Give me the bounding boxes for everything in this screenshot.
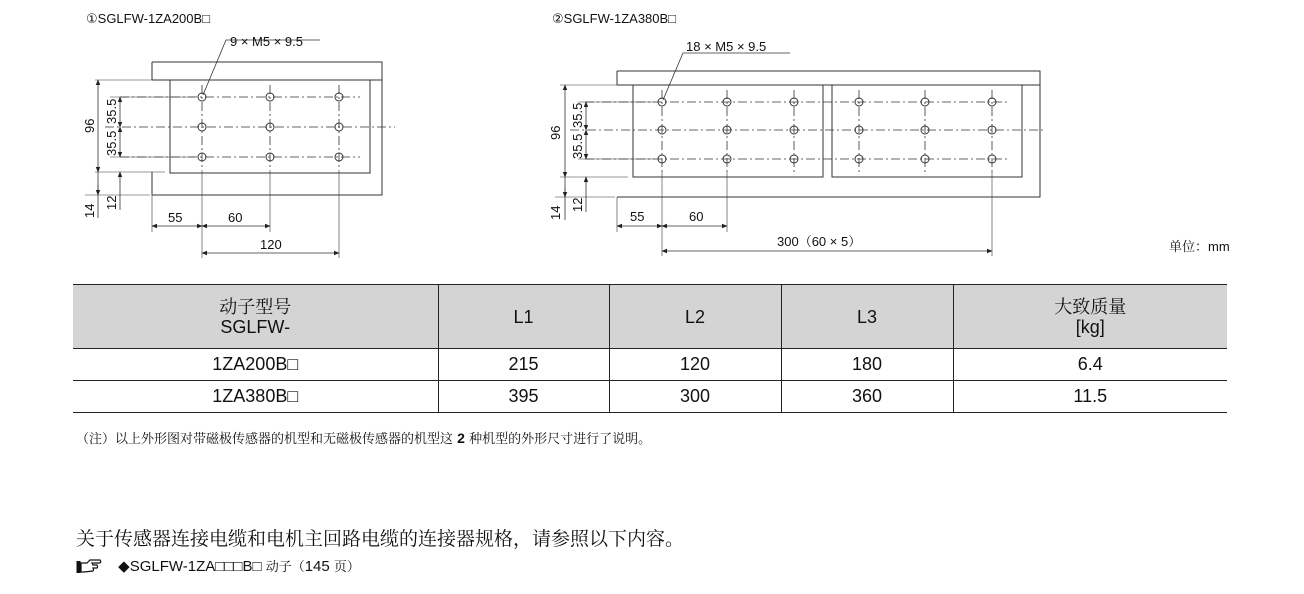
coil-base-outline <box>152 62 382 195</box>
dim-14: 14 <box>548 205 563 220</box>
dim-14: 14 <box>82 203 97 218</box>
footnote-number: 2 <box>457 430 465 446</box>
drawing-1ZA380 <box>555 53 1045 256</box>
header-l1: L1 <box>438 285 609 349</box>
coil-base-outline <box>617 71 1040 197</box>
dim-120: 120 <box>260 237 282 252</box>
outline-drawings <box>0 0 1304 280</box>
center-lines <box>570 90 1045 172</box>
header-model <box>73 285 438 349</box>
hole-leader <box>663 53 790 100</box>
reference-link[interactable]: ◆SGLFW-1ZA□□□B□ <box>118 558 262 575</box>
dim-60: 60 <box>228 210 243 225</box>
reference-page-suffix: 页） <box>333 560 360 575</box>
header-model-line2: SGLFW- <box>220 316 291 337</box>
footnote-text-after: 种机型的外形尺寸进行了说明。 <box>469 432 652 447</box>
table-header-row <box>73 285 1227 349</box>
drawing-title-2: ②SGLFW-1ZA380B□ <box>552 11 677 26</box>
cell-mass: 11.5 <box>953 381 1227 413</box>
cell-l1: 215 <box>438 349 609 381</box>
footnote-text-before: （注）以上外形图对带磁极传感器的机型和无磁极传感器的机型这 <box>76 432 454 447</box>
dim-12: 12 <box>570 197 585 212</box>
reference-line[interactable] <box>76 556 360 575</box>
cell-l3: 180 <box>781 349 953 381</box>
cell-l1: 395 <box>438 381 609 413</box>
connector-spec-text: 关于传感器连接电缆和电机主回路电缆的连接器规格，请参照以下内容。 <box>76 528 685 550</box>
header-mass-line1: 大致质量 <box>1054 296 1127 317</box>
dim-35-5-bottom: 35.5 <box>104 130 119 156</box>
mounting-holes <box>658 98 996 163</box>
cell-mass: 6.4 <box>953 349 1227 381</box>
drawing-1ZA200 <box>85 40 395 258</box>
cell-l2: 120 <box>609 349 781 381</box>
table-row <box>73 381 1227 413</box>
reference-suffix: 动子（ <box>265 560 305 575</box>
dim-300: 300（60 × 5） <box>777 234 862 249</box>
dim-35-5-top: 35.5 <box>104 98 119 124</box>
cell-l3: 360 <box>781 381 953 413</box>
dim-96: 96 <box>82 118 97 133</box>
footnote <box>76 428 651 447</box>
dim-55: 55 <box>168 210 183 225</box>
spec-table <box>73 284 1227 413</box>
cell-l2: 300 <box>609 381 781 413</box>
dim-12: 12 <box>104 195 119 210</box>
dim-35-5-bottom: 35.5 <box>570 133 585 159</box>
dim-35-5-top: 35.5 <box>570 102 585 128</box>
header-l2: L2 <box>609 285 781 349</box>
hole-spec-label: 9 × M5 × 9.5 <box>230 34 303 49</box>
dim-96: 96 <box>548 125 563 140</box>
dim-55: 55 <box>630 209 645 224</box>
hole-spec-label: 18 × M5 × 9.5 <box>686 39 767 54</box>
unit-note: 单位：mm <box>1169 239 1230 254</box>
pointing-hand-icon <box>76 558 102 574</box>
table-row <box>73 349 1227 381</box>
drawing-title-1: ①SGLFW-1ZA200B□ <box>86 11 211 26</box>
header-model-line1: 动子型号 <box>219 296 292 317</box>
header-mass-line2: [kg] <box>1075 316 1105 337</box>
cell-model: 1ZA200B□ <box>73 349 438 381</box>
cell-model: 1ZA380B□ <box>73 381 438 413</box>
reference-page[interactable]: 145 <box>304 558 330 575</box>
header-mass <box>953 285 1227 349</box>
dim-60: 60 <box>689 209 704 224</box>
header-l3: L3 <box>781 285 953 349</box>
